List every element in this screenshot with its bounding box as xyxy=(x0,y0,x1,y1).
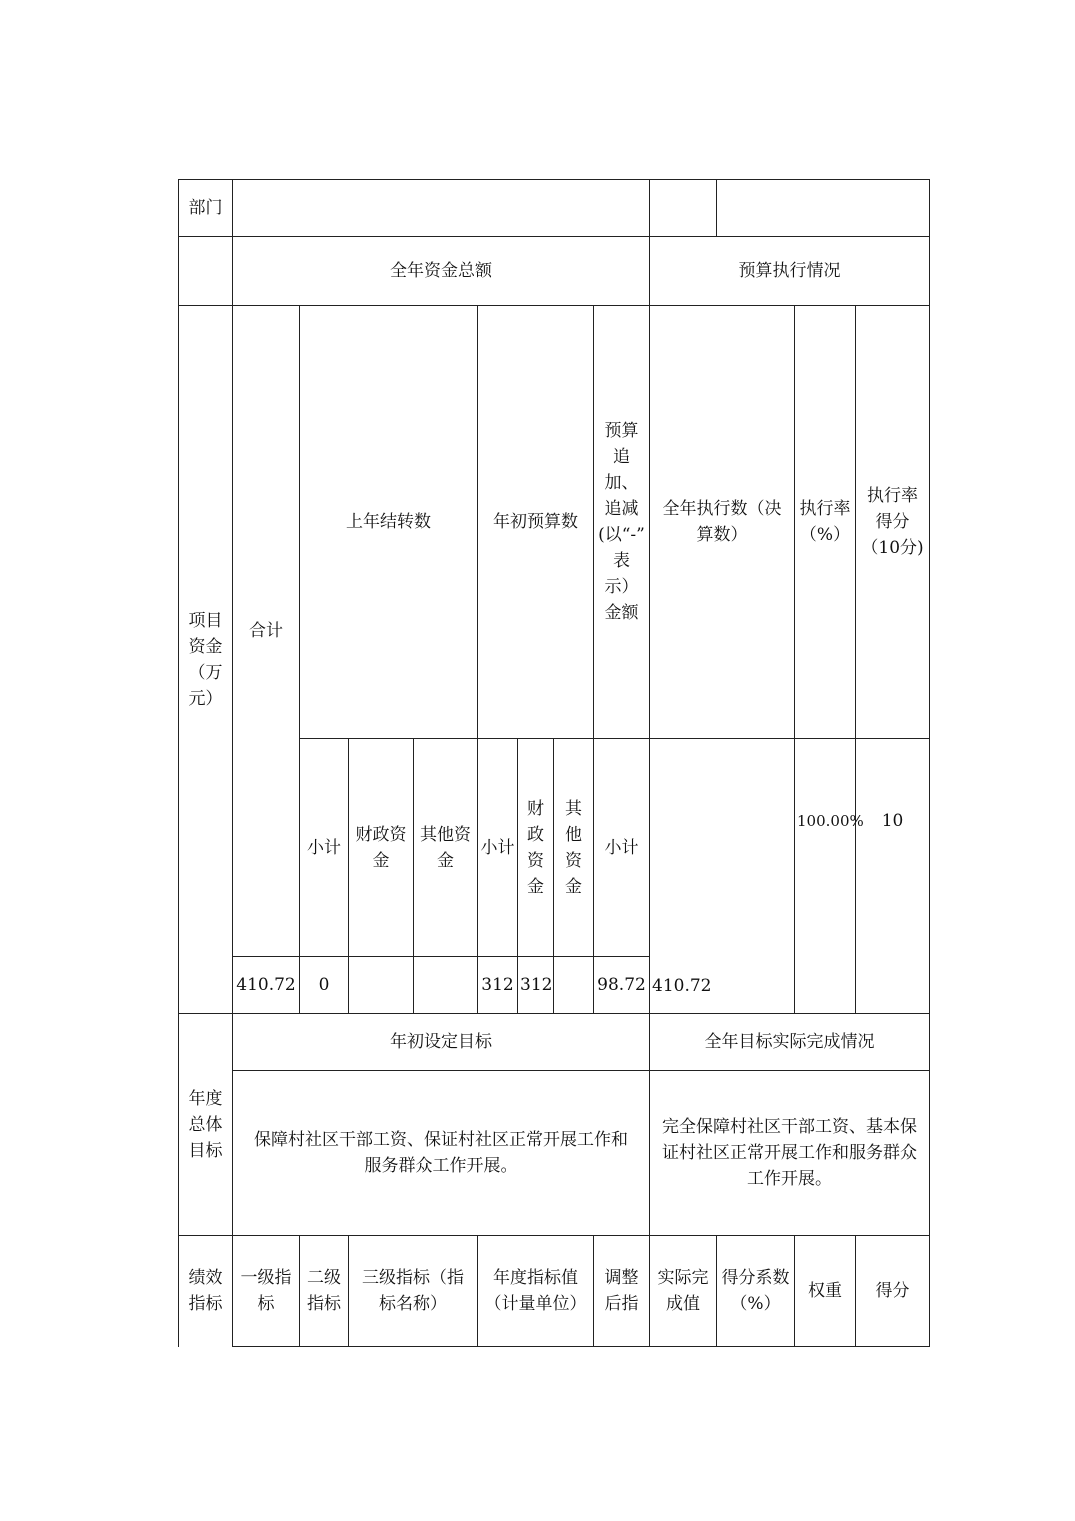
col-adjust: 预算 追 加、 追减 (以“-” 表 示） 金额 xyxy=(594,306,650,739)
dept-row xyxy=(179,180,930,237)
actual-value-header: 实际完 成值 xyxy=(650,1236,717,1347)
goals-side-label: 年度 总体 目标 xyxy=(179,1014,233,1236)
goals-header-row xyxy=(179,1014,930,1071)
dept-extra-label xyxy=(650,180,717,237)
col-total: 合计 xyxy=(233,306,300,957)
prev-other-value xyxy=(414,957,478,1014)
dept-value xyxy=(233,180,650,237)
col-prev-carry: 上年结转数 xyxy=(300,306,478,739)
level3-header: 三级指标（指 标名称） xyxy=(349,1236,478,1347)
annual-exec-value: 410.72 xyxy=(650,739,795,1014)
prev-fiscal-value xyxy=(349,957,414,1014)
total-value: 410.72 xyxy=(233,957,300,1014)
init-other-header: 其 他 资 金 xyxy=(554,739,594,957)
col-exec-score: 执行率 得分 （10分) xyxy=(856,306,930,739)
goals-text-row xyxy=(179,1071,930,1236)
adjust-subtotal-value: 98.72 xyxy=(594,957,650,1014)
exec-rate-value: 100.00% xyxy=(795,739,856,1014)
indicators-header-row xyxy=(179,1236,930,1347)
weight-header: 权重 xyxy=(795,1236,856,1347)
init-subtotal-value: 312 xyxy=(478,957,518,1014)
annual-value-header: 年度指标值 （计量单位） xyxy=(478,1236,594,1347)
score-header: 得分 xyxy=(856,1236,930,1347)
funds-side-label: 项目 资金 （万 元） xyxy=(179,306,233,1014)
init-other-value xyxy=(554,957,594,1014)
total-funds-header: 全年资金总额 xyxy=(233,237,650,306)
adjust-subtotal-header: 小计 xyxy=(594,739,650,957)
prev-subtotal-value: 0 xyxy=(300,957,349,1014)
col-initial-budget: 年初预算数 xyxy=(478,306,594,739)
score-coef-header: 得分系数 （%） xyxy=(717,1236,795,1347)
level2-header: 二级 指标 xyxy=(300,1236,349,1347)
prev-fiscal-header: 财政资 金 xyxy=(349,739,414,957)
level1-header: 一级指 标 xyxy=(233,1236,300,1347)
init-fiscal-value: 312 xyxy=(518,957,554,1014)
exec-score-value: 10 xyxy=(856,739,930,1014)
goals-actual-text: 完全保障村社区干部工资、基本保 证村社区正常开展工作和服务群众 工作开展。 xyxy=(650,1071,930,1236)
indicators-side-label: 绩效 指标 xyxy=(179,1236,233,1347)
performance-table xyxy=(178,179,930,1347)
init-fiscal-header: 财 政 资 金 xyxy=(518,739,554,957)
goals-actual-header: 全年目标实际完成情况 xyxy=(650,1014,930,1071)
col-exec-rate: 执行率 （%） xyxy=(795,306,856,739)
dept-label: 部门 xyxy=(179,180,233,237)
goals-set-header: 年初设定目标 xyxy=(233,1014,650,1071)
col-annual-exec: 全年执行数（决 算数） xyxy=(650,306,795,739)
dept-extra-value xyxy=(717,180,930,237)
exec-status-header: 预算执行情况 xyxy=(650,237,930,306)
section-header-row xyxy=(179,237,930,306)
prev-subtotal-header: 小计 xyxy=(300,739,349,957)
goals-set-text: 保障村社区干部工资、保证村社区正常开展工作和 服务群众工作开展。 xyxy=(233,1071,650,1236)
fund-header-row xyxy=(179,306,930,739)
blank-cell xyxy=(179,237,233,306)
prev-other-header: 其他资 金 xyxy=(414,739,478,957)
init-subtotal-header: 小计 xyxy=(478,739,518,957)
adjusted-header: 调整 后指 xyxy=(594,1236,650,1347)
